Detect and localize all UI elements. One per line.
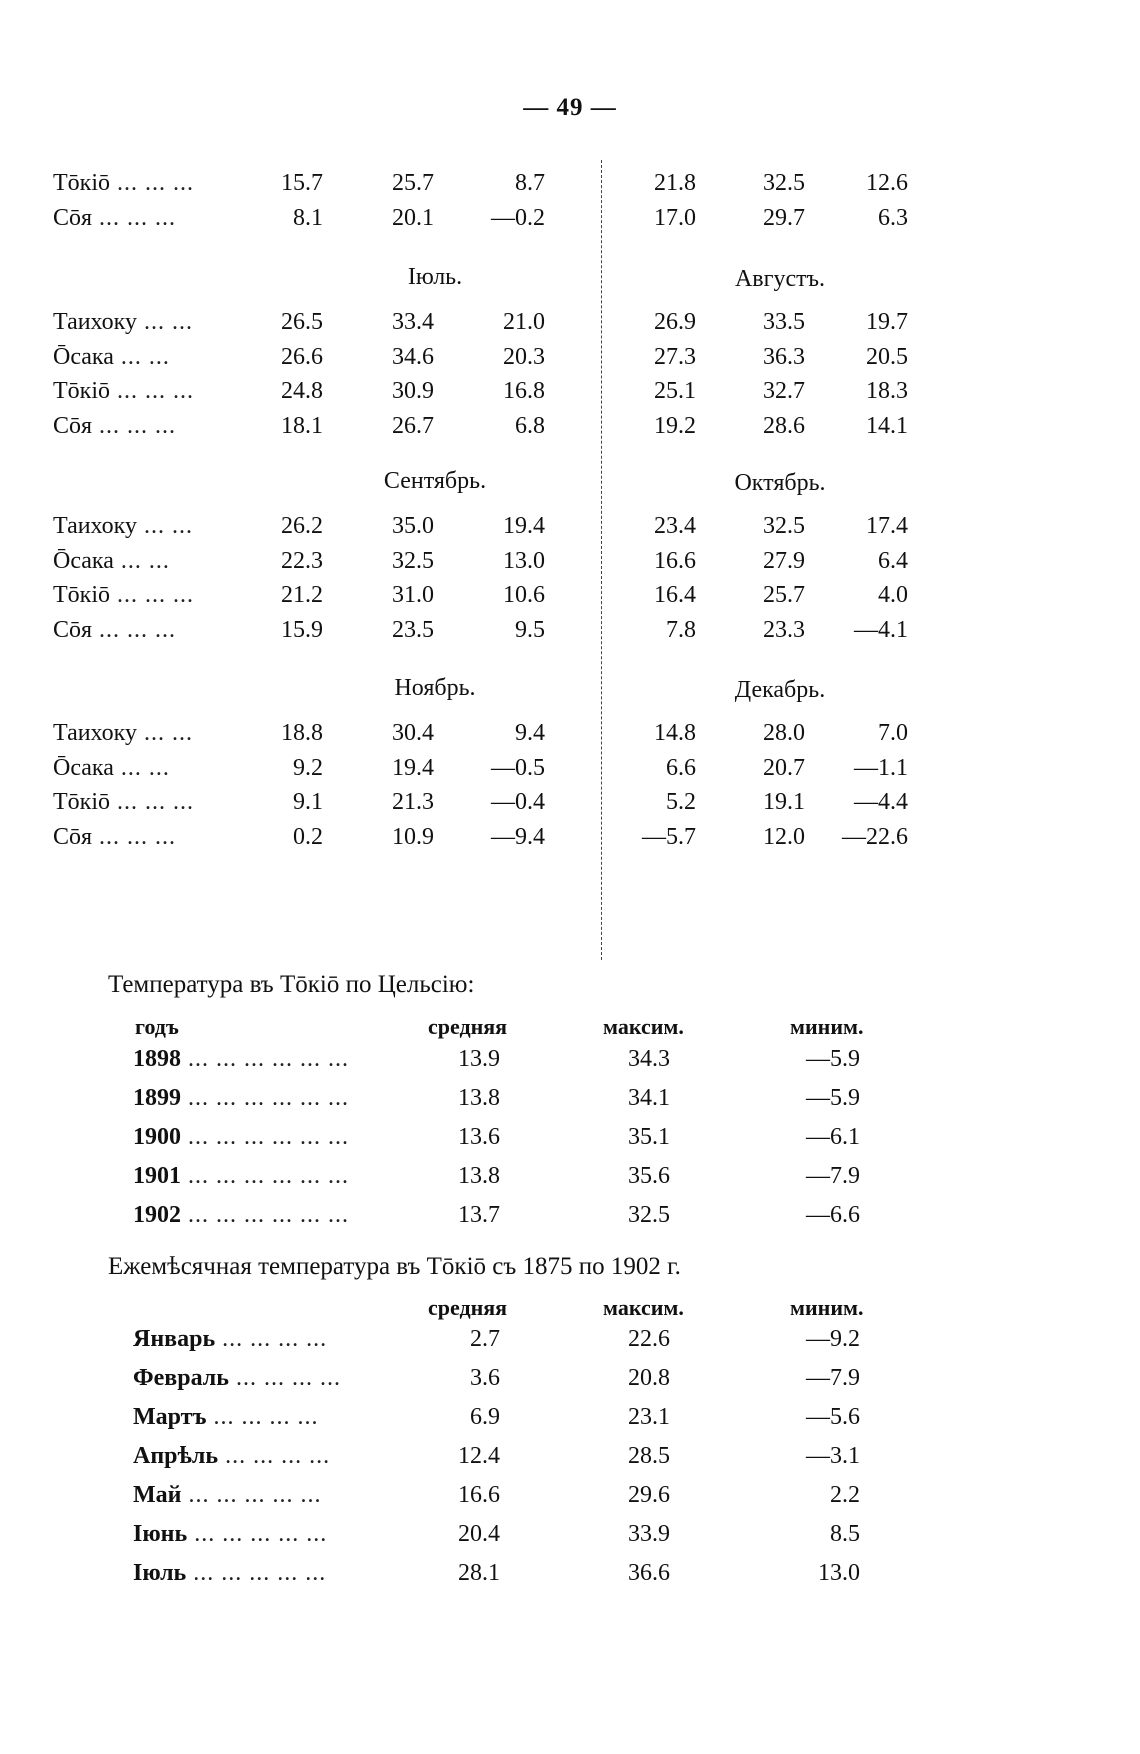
value-cell: 20.4 [458,1521,500,1547]
value-cell: 26.7 [392,412,434,439]
value-cell: 33.4 [392,309,434,335]
leader-dots: ... ... ... [110,789,194,815]
column-header: средняя [428,1295,508,1320]
row-label [133,1322,327,1356]
value-cell: 6.8 [515,412,545,439]
leader-dots: ... ... [136,720,193,746]
row-label [133,1042,349,1076]
station-name [53,342,170,372]
table-row [0,1361,1140,1395]
value-cell: 8.5 [830,1521,860,1547]
row-name: Мартъ [133,1404,207,1430]
value-cell: 8.1 [293,204,323,231]
value-cell: 23.4 [654,513,696,539]
table-row [0,342,1140,372]
table-row [0,1120,1140,1154]
value-cell: 20.5 [866,343,908,370]
leader-dots: ... ... ... ... ... ... [181,1202,349,1228]
value-cell: 9.2 [293,754,323,781]
station-name [53,511,193,541]
table-row [0,168,1140,198]
value-cell: 32.5 [628,1202,670,1228]
value-cell: 35.6 [628,1163,670,1189]
value-cell: 32.5 [763,513,805,539]
value-cell: 13.0 [503,547,545,574]
station-label: Ōсака [53,754,114,781]
column-header: годъ [135,1014,179,1039]
leader-dots: ... ... ... ... [215,1326,328,1352]
row-label [133,1159,349,1193]
row-label [133,1439,330,1473]
value-cell: 7.8 [666,616,696,643]
station-name [53,168,194,198]
value-cell: 13.6 [458,1124,500,1150]
value-cell: —1.1 [854,754,908,781]
value-cell: 6.9 [470,1404,500,1430]
leader-dots: ... ... ... ... [228,1365,341,1391]
value-cell: 26.6 [281,343,323,370]
value-cell: 18.1 [281,412,323,439]
leader-dots: ... ... ... ... ... ... [181,1046,349,1072]
table-row [0,307,1140,337]
leader-dots: ... ... [136,309,193,335]
column-header: миним. [790,1295,864,1320]
value-cell: 6.4 [878,547,908,574]
station-name [53,546,170,576]
value-cell: 18.3 [866,378,908,404]
value-cell: —5.9 [806,1046,860,1072]
value-cell: 34.1 [628,1085,670,1111]
value-cell: 33.5 [763,309,805,335]
station-label: Ōсака [53,547,114,574]
leader-dots: ... ... ... ... ... ... [181,1124,349,1150]
station-name [53,203,176,233]
leader-dots: ... ... [113,343,170,370]
station-name [53,411,176,441]
value-cell: —6.1 [806,1124,860,1150]
value-cell: 2.2 [830,1482,860,1508]
leader-dots: ... ... [113,754,170,781]
row-label [133,1478,321,1512]
table-row [0,1400,1140,1434]
value-cell: 12.6 [866,170,908,196]
column-header: миним. [790,1014,864,1039]
value-cell: 2.7 [470,1326,500,1352]
value-cell: 16.4 [654,582,696,608]
value-cell: 20.1 [392,204,434,231]
leader-dots: ... ... ... ... [206,1404,319,1430]
leader-dots: ... ... ... ... ... ... [181,1163,349,1189]
value-cell: 27.3 [654,343,696,370]
value-cell: 5.2 [666,789,696,815]
leader-dots: ... ... ... [92,412,177,439]
station-label: Ōсака [53,343,114,370]
page-number: — 49 — [523,94,617,121]
value-cell: 13.8 [458,1085,500,1111]
table-row [0,787,1140,817]
station-name [53,718,193,748]
value-cell: 25.7 [392,170,434,196]
row-name: 1900 [133,1124,181,1150]
month-heading: Декабрь. [734,677,826,703]
value-cell: —9.4 [491,823,545,850]
value-cell: —22.6 [842,823,908,850]
table-row [0,546,1140,576]
value-cell: 3.6 [470,1365,500,1391]
value-cell: 17.0 [654,204,696,231]
table-row [0,822,1140,852]
value-cell: 28.6 [763,412,805,439]
value-cell: 24.8 [281,378,323,404]
value-cell: 0.2 [293,823,323,850]
value-cell: 28.5 [628,1443,670,1469]
value-cell: 19.7 [866,309,908,335]
station-name [53,307,193,337]
value-cell: 35.0 [392,513,434,539]
value-cell: 26.9 [654,309,696,335]
table-row [0,1198,1140,1232]
value-cell: 22.6 [628,1326,670,1352]
station-label: Сōя [53,204,93,231]
table-row [0,1042,1140,1076]
table-row [0,1439,1140,1473]
value-cell: 36.3 [763,343,805,370]
table-row [0,1159,1140,1193]
value-cell: —0.2 [491,204,545,231]
leader-dots: ... ... ... ... ... [186,1560,327,1586]
row-label [133,1120,349,1154]
month-heading: Іюль. [407,264,463,290]
column-header: максим. [603,1295,684,1320]
value-cell: 20.7 [763,754,805,781]
station-label: Сōя [53,412,93,439]
value-cell: 7.0 [878,720,908,746]
value-cell: 13.9 [458,1046,500,1072]
month-heading: Октябрь. [734,470,826,496]
column-header: максим. [603,1014,684,1039]
value-cell: —0.4 [491,789,545,815]
row-label [133,1400,318,1434]
value-cell: 36.6 [628,1560,670,1586]
value-cell: 19.4 [503,513,545,539]
value-cell: 28.1 [458,1560,500,1586]
value-cell: —4.4 [854,789,908,815]
value-cell: 13.8 [458,1163,500,1189]
value-cell: —7.9 [806,1163,860,1189]
value-cell: 22.3 [281,547,323,574]
value-cell: 23.5 [392,616,434,643]
station-label: Сōя [53,616,93,643]
leader-dots: ... ... ... [92,204,177,231]
table-row [0,580,1140,610]
station-name [53,822,176,852]
leader-dots: ... ... ... ... ... [181,1482,322,1508]
value-cell: —7.9 [806,1365,860,1391]
leader-dots: ... ... [136,513,193,539]
value-cell: 20.8 [628,1365,670,1391]
table-row [0,376,1140,406]
leader-dots: ... ... ... [92,616,177,643]
value-cell: 16.6 [458,1482,500,1508]
value-cell: 14.1 [866,412,908,439]
value-cell: 19.1 [763,789,805,815]
value-cell: 23.3 [763,616,805,643]
row-name: Январь [133,1326,216,1352]
value-cell: 18.8 [281,720,323,746]
value-cell: 21.0 [503,309,545,335]
station-name [53,615,176,645]
row-label [133,1361,341,1395]
value-cell: 29.6 [628,1482,670,1508]
leader-dots: ... ... ... [92,823,177,850]
row-name: Іюль [133,1560,187,1586]
leader-dots: ... ... ... [110,378,194,404]
section-title: Ежемѣсячная температура въ Тōкіō съ 1875 по 1902 г. [108,1253,681,1280]
month-heading: Сентябрь. [383,468,487,494]
row-label [133,1556,326,1590]
table-row [0,615,1140,645]
station-name [53,753,170,783]
row-label [133,1081,349,1115]
value-cell: 15.7 [281,170,323,196]
section-title: Температура въ Тōкіō по Цельсію: [108,971,475,998]
value-cell: 13.0 [818,1560,860,1586]
value-cell: 10.9 [392,823,434,850]
table-row [0,1322,1140,1356]
table-row [0,718,1140,748]
station-label: Таихоку [53,309,137,335]
value-cell: 20.3 [503,343,545,370]
value-cell: 35.1 [628,1124,670,1150]
value-cell: —5.6 [806,1404,860,1430]
value-cell: 30.4 [392,720,434,746]
value-cell: 6.6 [666,754,696,781]
station-name [53,376,194,406]
column-header: средняя [428,1014,508,1039]
value-cell: 27.9 [763,547,805,574]
station-label: Тōкіō [53,378,110,404]
table-row [0,1556,1140,1590]
row-name: Май [133,1482,182,1508]
value-cell: 25.7 [763,582,805,608]
value-cell: 32.7 [763,378,805,404]
leader-dots: ... ... [113,547,170,574]
value-cell: —3.1 [806,1443,860,1469]
value-cell: 19.4 [392,754,434,781]
value-cell: 14.8 [654,720,696,746]
value-cell: 26.5 [281,309,323,335]
station-label: Тōкіō [53,170,110,196]
value-cell: 4.0 [878,582,908,608]
month-heading: Ноябрь. [394,675,476,701]
station-label: Сōя [53,823,93,850]
value-cell: 34.3 [628,1046,670,1072]
leader-dots: ... ... ... ... [218,1443,331,1469]
value-cell: 10.6 [503,582,545,608]
row-name: 1899 [133,1085,181,1111]
value-cell: 19.2 [654,412,696,439]
station-label: Тōкіō [53,789,110,815]
leader-dots: ... ... ... ... ... ... [181,1085,349,1111]
value-cell: 32.5 [763,170,805,196]
value-cell: 29.7 [763,204,805,231]
table-row [0,411,1140,441]
value-cell: —9.2 [806,1326,860,1352]
value-cell: 12.0 [763,823,805,850]
station-name [53,580,194,610]
table-row [0,511,1140,541]
value-cell: 13.7 [458,1202,500,1228]
table-row [0,1478,1140,1512]
row-name: 1898 [133,1046,181,1072]
value-cell: 9.1 [293,789,323,815]
value-cell: 16.8 [503,378,545,404]
value-cell: 30.9 [392,378,434,404]
value-cell: 21.8 [654,170,696,196]
table-row [0,1081,1140,1115]
row-name: Февраль [133,1365,229,1391]
row-label [133,1517,327,1551]
row-name: Апрѣль [133,1443,219,1469]
value-cell: 28.0 [763,720,805,746]
table-row [0,753,1140,783]
leader-dots: ... ... ... ... ... [187,1521,328,1547]
value-cell: 16.6 [654,547,696,574]
value-cell: 25.1 [654,378,696,404]
value-cell: 9.5 [515,616,545,643]
value-cell: —6.6 [806,1202,860,1228]
leader-dots: ... ... ... [110,582,194,608]
value-cell: 9.4 [515,720,545,746]
value-cell: 8.7 [515,170,545,196]
table-row [0,203,1140,233]
value-cell: 21.2 [281,582,323,608]
month-heading: Августъ. [734,266,826,292]
value-cell: 17.4 [866,513,908,539]
value-cell: 12.4 [458,1443,500,1469]
value-cell: —5.9 [806,1085,860,1111]
station-label: Таихоку [53,720,137,746]
value-cell: 6.3 [878,204,908,231]
value-cell: 15.9 [281,616,323,643]
value-cell: —0.5 [491,754,545,781]
table-row [0,1517,1140,1551]
value-cell: 32.5 [392,547,434,574]
value-cell: 33.9 [628,1521,670,1547]
value-cell: 26.2 [281,513,323,539]
value-cell: —5.7 [642,823,696,850]
value-cell: —4.1 [854,616,908,643]
station-label: Тōкіō [53,582,110,608]
value-cell: 21.3 [392,789,434,815]
row-label [133,1198,349,1232]
value-cell: 31.0 [392,582,434,608]
value-cell: 34.6 [392,343,434,370]
leader-dots: ... ... ... [110,170,194,196]
row-name: Іюнь [133,1521,188,1547]
station-label: Таихоку [53,513,137,539]
station-name [53,787,194,817]
row-name: 1902 [133,1202,181,1228]
row-name: 1901 [133,1163,181,1189]
value-cell: 23.1 [628,1404,670,1430]
